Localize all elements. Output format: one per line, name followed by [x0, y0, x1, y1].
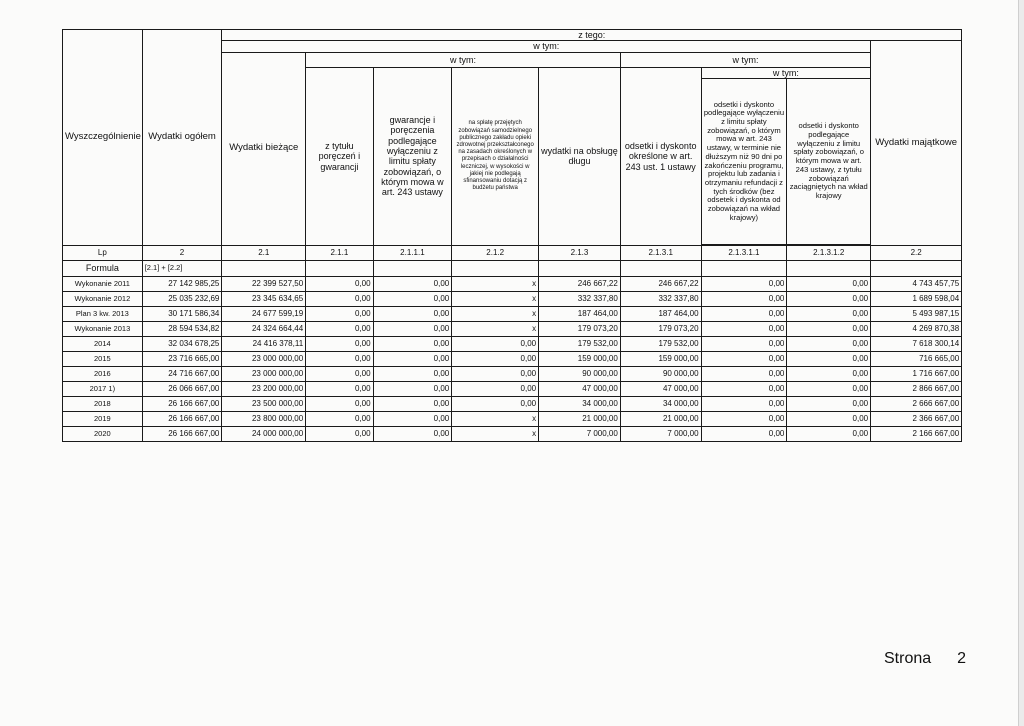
table-cell: 179 073,20 — [539, 322, 621, 337]
table-cell: 332 337,80 — [620, 292, 701, 307]
table-cell: 0,00 — [373, 277, 452, 292]
header-w-tym-b: w tym: — [620, 52, 870, 67]
table-cell: 90 000,00 — [539, 367, 621, 382]
row-label: 2015 — [63, 352, 143, 367]
table-cell: 26 166 667,00 — [142, 427, 222, 442]
header-odsetki-wklad: odsetki i dyskonto podlegające wyłączeniu z limitu spłaty zobowiązań, o którym mowa w art. 243 ustawy, z tytułu zobowiązań zaciągniętych na wkład krajowy — [787, 79, 871, 245]
row-label: 2017 1) — [63, 382, 143, 397]
table-cell: 0,00 — [452, 382, 539, 397]
table-row — [63, 397, 975, 412]
header-wyszczegolnienie: Wyszczególnienie — [63, 30, 143, 246]
row-label: 2020 — [63, 427, 143, 442]
table-cell: 246 667,22 — [539, 277, 621, 292]
table-cell: 0,00 — [701, 337, 787, 352]
table-cell: 0,00 — [787, 352, 871, 367]
table-cell: 0,00 — [306, 382, 373, 397]
table-cell: 0,00 — [452, 352, 539, 367]
header-z-tytulu-poreczen: z tytułu poręczeń i gwarancji — [306, 67, 373, 245]
lp-cell: 2 — [142, 246, 222, 261]
header-w-tym-c: w tym: — [701, 67, 871, 78]
page-label: Strona — [884, 650, 932, 667]
table-cell: 90 000,00 — [620, 367, 701, 382]
table-cell: 0,00 — [306, 322, 373, 337]
table-cell: 0,00 — [306, 307, 373, 322]
table-cell: 4 269 870,38 — [871, 322, 962, 337]
table-cell: x — [452, 292, 539, 307]
header-wydatki-obsluga: wydatki na obsługę długu — [539, 67, 621, 245]
table-cell: 21 000,00 — [620, 412, 701, 427]
table-cell: 26 066 667,00 — [142, 382, 222, 397]
formula-row — [63, 261, 975, 277]
lp-cell: 2.1.2 — [452, 246, 539, 261]
table-cell: 28 594 534,82 — [142, 322, 222, 337]
header-odsetki-90-dni: odsetki i dyskonto podlegające wyłączeniu z limitu spłaty zobowiązań, o którym mowa w art. 243 ustawy, w terminie nie dłuższym niż 90 dni po zakończeniu programu, projektu lub zadania i otrzymaniu refundacji z tych środków (bez odsetek i dyskonta od zobowiązań na wkład krajowy) — [701, 79, 787, 245]
table-cell: 159 000,00 — [620, 352, 701, 367]
table-cell: 4 743 457,75 — [871, 277, 962, 292]
row-label: 2016 — [63, 367, 143, 382]
table-cell: 2 666 667,00 — [871, 397, 962, 412]
lp-cell: 2.1.1 — [306, 246, 373, 261]
table-cell: 246 667,22 — [620, 277, 701, 292]
table-cell: 2 166 667,00 — [871, 427, 962, 442]
table-cell: 0,00 — [373, 307, 452, 322]
table-cell: 2 366 667,00 — [871, 412, 962, 427]
table-cell: 34 000,00 — [539, 397, 621, 412]
table-cell: 1 689 598,04 — [871, 292, 962, 307]
table-cell: 34 000,00 — [620, 397, 701, 412]
table-cell: 23 716 665,00 — [142, 352, 222, 367]
table-cell: 26 166 667,00 — [142, 412, 222, 427]
row-label: 2018 — [63, 397, 143, 412]
table-cell: 0,00 — [373, 397, 452, 412]
lp-cell: 2.1.3.1.2 — [787, 246, 871, 261]
formula-label: Formula — [63, 261, 143, 277]
table-cell: 0,00 — [787, 367, 871, 382]
margin-cell — [962, 30, 974, 277]
table-cell: 0,00 — [306, 337, 373, 352]
table-cell: 0,00 — [373, 337, 452, 352]
table-cell: 0,00 — [306, 427, 373, 442]
formula-value: [2.1] + [2.2] — [142, 261, 222, 277]
page-footer — [884, 650, 992, 668]
table-cell: 7 000,00 — [620, 427, 701, 442]
table-cell: 179 073,20 — [620, 322, 701, 337]
table-row — [63, 322, 975, 337]
table-cell: 0,00 — [701, 277, 787, 292]
table-cell: 26 166 667,00 — [142, 397, 222, 412]
row-label: 2014 — [63, 337, 143, 352]
table-cell: 179 532,00 — [620, 337, 701, 352]
table-row — [63, 337, 975, 352]
table-cell: 0,00 — [787, 397, 871, 412]
table-cell: 0,00 — [306, 367, 373, 382]
table-cell: 24 000 000,00 — [222, 427, 306, 442]
table-cell: 47 000,00 — [620, 382, 701, 397]
table-cell: 23 000 000,00 — [222, 367, 306, 382]
table-cell: 0,00 — [787, 292, 871, 307]
table-cell: 0,00 — [701, 352, 787, 367]
table-cell: 179 532,00 — [539, 337, 621, 352]
table-cell: 23 800 000,00 — [222, 412, 306, 427]
table-cell: 0,00 — [306, 397, 373, 412]
row-label: Wykonanie 2013 — [63, 322, 143, 337]
table-cell: 0,00 — [306, 277, 373, 292]
table-cell: 0,00 — [306, 292, 373, 307]
table-cell: 25 035 232,69 — [142, 292, 222, 307]
table-cell: 23 500 000,00 — [222, 397, 306, 412]
table-cell: 0,00 — [452, 337, 539, 352]
table-cell: 7 618 300,14 — [871, 337, 962, 352]
table-cell: x — [452, 307, 539, 322]
table-cell: 21 000,00 — [539, 412, 621, 427]
table-cell: 0,00 — [373, 427, 452, 442]
header-odsetki-243: odsetki i dyskonto określone w art. 243 ust. 1 ustawy — [620, 67, 701, 245]
table-cell: 0,00 — [306, 352, 373, 367]
table-cell: 0,00 — [373, 322, 452, 337]
table-cell: 5 493 987,15 — [871, 307, 962, 322]
table-cell: x — [452, 322, 539, 337]
table-cell: x — [452, 277, 539, 292]
table-cell: 0,00 — [701, 292, 787, 307]
lp-cell: 2.1.3.1.1 — [701, 246, 787, 261]
table-cell: 24 716 667,00 — [142, 367, 222, 382]
table-row — [63, 277, 975, 292]
table-cell: 0,00 — [701, 412, 787, 427]
table-cell: 24 677 599,19 — [222, 307, 306, 322]
table-row — [63, 367, 975, 382]
table-cell: 0,00 — [701, 367, 787, 382]
row-label: Plan 3 kw. 2013 — [63, 307, 143, 322]
table-cell: 0,00 — [452, 367, 539, 382]
table-cell: 1 716 667,00 — [871, 367, 962, 382]
table-cell: 23 200 000,00 — [222, 382, 306, 397]
table-cell: x — [452, 412, 539, 427]
row-label: 2019 — [63, 412, 143, 427]
table-cell: 23 345 634,65 — [222, 292, 306, 307]
table-cell: 27 142 985,25 — [142, 277, 222, 292]
table-cell: 2 866 667,00 — [871, 382, 962, 397]
table-cell: 332 337,80 — [539, 292, 621, 307]
table-cell: 0,00 — [787, 277, 871, 292]
table-cell: 0,00 — [701, 427, 787, 442]
table-cell: 187 464,00 — [620, 307, 701, 322]
table-cell: 0,00 — [373, 292, 452, 307]
table-cell: 0,00 — [452, 397, 539, 412]
table-cell: 0,00 — [701, 397, 787, 412]
lp-row — [63, 246, 975, 261]
table-cell: 0,00 — [787, 337, 871, 352]
table-cell: 716 665,00 — [871, 352, 962, 367]
table-cell: 0,00 — [787, 307, 871, 322]
header-na-splate: na spłatę przejętych zobowiązań samodzielnego publicznego zakładu opieki zdrowotnej przekształconego na zasadach określonych w przepisach o działalności leczniczej, w wysokości w jakiej nie podlegają sfinansowaniu dotacją z budżetu państwa — [452, 67, 539, 245]
table-row — [63, 412, 975, 427]
table-cell: 0,00 — [787, 412, 871, 427]
page-number: 2 — [957, 650, 967, 667]
table-cell: 23 000 000,00 — [222, 352, 306, 367]
table-cell: 24 416 378,11 — [222, 337, 306, 352]
row-label: Wykonanie 2012 — [63, 292, 143, 307]
table-cell: 24 324 664,44 — [222, 322, 306, 337]
header-wydatki-biezace: Wydatki bieżące — [222, 52, 306, 245]
table-cell: 0,00 — [373, 412, 452, 427]
table-cell: 0,00 — [373, 382, 452, 397]
table-cell: x — [452, 427, 539, 442]
table-cell: 0,00 — [787, 382, 871, 397]
header-gwarancje: gwarancje i poręczenia podlegające wyłączeniu z limitu spłaty zobowiązań, o którym mowa w art. 243 ustawy — [373, 67, 452, 245]
financial-table — [62, 29, 974, 442]
table-cell: 0,00 — [373, 367, 452, 382]
table-row — [63, 382, 975, 397]
table-cell: 0,00 — [701, 307, 787, 322]
lp-cell: 2.1.1.1 — [373, 246, 452, 261]
row-label: Wykonanie 2011 — [63, 277, 143, 292]
table-cell: 159 000,00 — [539, 352, 621, 367]
table-row — [63, 292, 975, 307]
table-cell: 0,00 — [787, 322, 871, 337]
table-row — [63, 427, 975, 442]
table-cell: 187 464,00 — [539, 307, 621, 322]
lp-cell: 2.1.3.1 — [620, 246, 701, 261]
table-cell: 0,00 — [373, 352, 452, 367]
header-w-tym-a: w tym: — [306, 52, 621, 67]
table-cell: 47 000,00 — [539, 382, 621, 397]
header-wydatki-ogolem: Wydatki ogółem — [142, 30, 222, 246]
header-wydatki-majatkowe: Wydatki majątkowe — [871, 41, 962, 246]
header-w-tym-top: w tym: — [222, 41, 871, 52]
lp-cell: 2.2 — [871, 246, 962, 261]
lp-cell: 2.1 — [222, 246, 306, 261]
table-cell: 7 000,00 — [539, 427, 621, 442]
table-row — [63, 352, 975, 367]
table-cell: 0,00 — [701, 382, 787, 397]
lp-cell: Lp — [63, 246, 143, 261]
header-z-tego: z tego: — [222, 30, 962, 41]
table-cell: 30 171 586,34 — [142, 307, 222, 322]
table-cell: 22 399 527,50 — [222, 277, 306, 292]
lp-cell: 2.1.3 — [539, 246, 621, 261]
table-cell: 32 034 678,25 — [142, 337, 222, 352]
table-cell: 0,00 — [701, 322, 787, 337]
table-row — [63, 307, 975, 322]
table-cell: 0,00 — [306, 412, 373, 427]
table-cell: 0,00 — [787, 427, 871, 442]
